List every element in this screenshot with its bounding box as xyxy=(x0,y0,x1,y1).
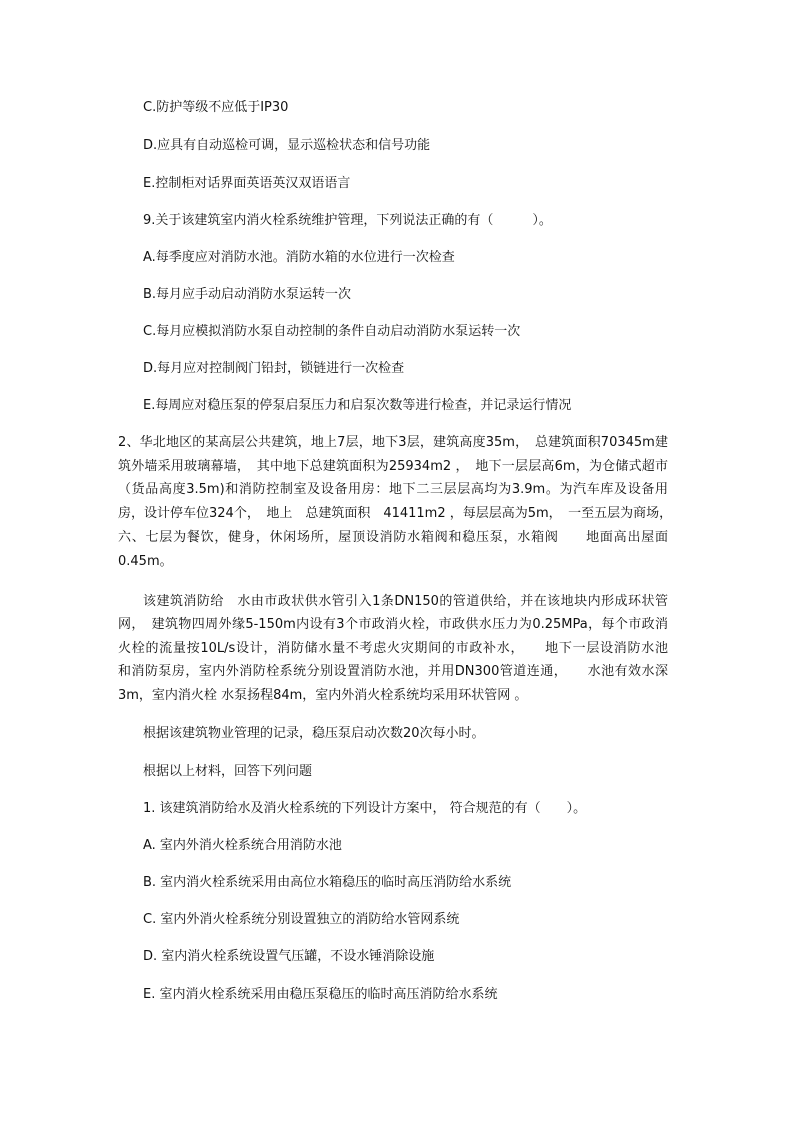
q9-option-a: A.每季度应对消防水池。消防水箱的水位进行一次检查 xyxy=(143,250,455,265)
paragraph-line: 该建筑消防给 水由市政状供水管引入1条DN150的管道供给，并在该地块内形成环状管 xyxy=(143,594,668,609)
q1-option-a: A. 室内外消火栓系统合用消防水池 xyxy=(143,838,342,853)
paragraph-line: 和消防泵房，室内外消防栓系统分别设置消防水池，并用DN300管道连通， 水池有效水深 xyxy=(118,664,668,679)
q1-question: 1. 该建筑消防给水及消火栓系统的下列设计方案中， 符合规范的有（ ）。 xyxy=(143,801,587,816)
q1-option-e: E. 室内消火栓系统采用由稳压泵稳压的临时高压消防给水系统 xyxy=(143,987,498,1002)
paragraph-line: 网， 建筑物四周外缘5-150m内设有3个市政消火栓，市政供水压力为0.25MPa，每个市政消 xyxy=(118,617,668,632)
q1-option-d: D. 室内消火栓系统设置气压罐，不设水锤消除设施 xyxy=(143,949,435,964)
paragraph-line: 3m，室内消火栓 水泵扬程84m，室内外消火栓系统均采用环状管网 。 xyxy=(118,688,528,703)
q9-question: 9.关于该建筑室内消火栓系统维护管理，下列说法正确的有（ ）。 xyxy=(143,213,552,228)
q8-option-e: E.控制柜对话界面英语英汉双语语言 xyxy=(143,176,351,191)
q9-option-b: B.每月应手动启动消防水泵运转一次 xyxy=(143,287,352,302)
paragraph-line: 0.45m。 xyxy=(118,554,173,569)
paragraph-line: （货品高度3.5m)和消防控制室及设备用房：地下二三层层高均为3.9m。为汽车库及设备用 xyxy=(118,482,668,497)
record-note: 根据该建筑物业管理的记录，稳压泵启动次数20次每小时。 xyxy=(143,726,485,741)
q9-option-d: D.每月应对控制阀门铅封，锁链进行一次检查 xyxy=(143,361,405,376)
q8-option-d: D.应具有自动巡检可调，显示巡检状态和信号功能 xyxy=(143,138,431,153)
paragraph-line: 火栓的流量按10L/s设计，消防储水量不考虑火灾期间的市政补水， 地下一层设消防水池 xyxy=(118,641,668,656)
q9-option-c: C.每月应模拟消防水泵自动控制的条件自动启动消防水泵运转一次 xyxy=(143,324,521,339)
q8-option-c: C.防护等级不应低于IP30 xyxy=(143,100,289,115)
paragraph-line: 筑外墙采用玻璃幕墙， 其中地下总建筑面积为25934m2 ， 地下一层层高6m，为仓储式超市 xyxy=(118,459,668,474)
q9-option-e: E.每周应对稳压泵的停泵启泵压力和启泵次数等进行检查，并记录运行情况 xyxy=(143,398,572,413)
q1-option-c: C. 室内外消火栓系统分别设置独立的消防给水管网系统 xyxy=(143,912,460,927)
paragraph-line: 2、华北地区的某高层公共建筑，地上7层，地下3层，建筑高度35m， 总建筑面积70345m建 xyxy=(118,435,668,450)
instruction: 根据以上材料，回答下列问题 xyxy=(143,764,313,779)
q1-option-b: B. 室内消火栓系统采用由高位水箱稳压的临时高压消防给水系统 xyxy=(143,875,512,890)
paragraph-line: 房，设计停车位324个， 地上 总建筑面积 41411m2 ，每层层高为5m， 一至五层为商场， xyxy=(118,506,673,521)
paragraph-line: 六、七层为餐饮，健身，休闲场所，屋顶设消防水箱阀和稳压泵，水箱阀 地面高出屋面 xyxy=(118,530,668,545)
